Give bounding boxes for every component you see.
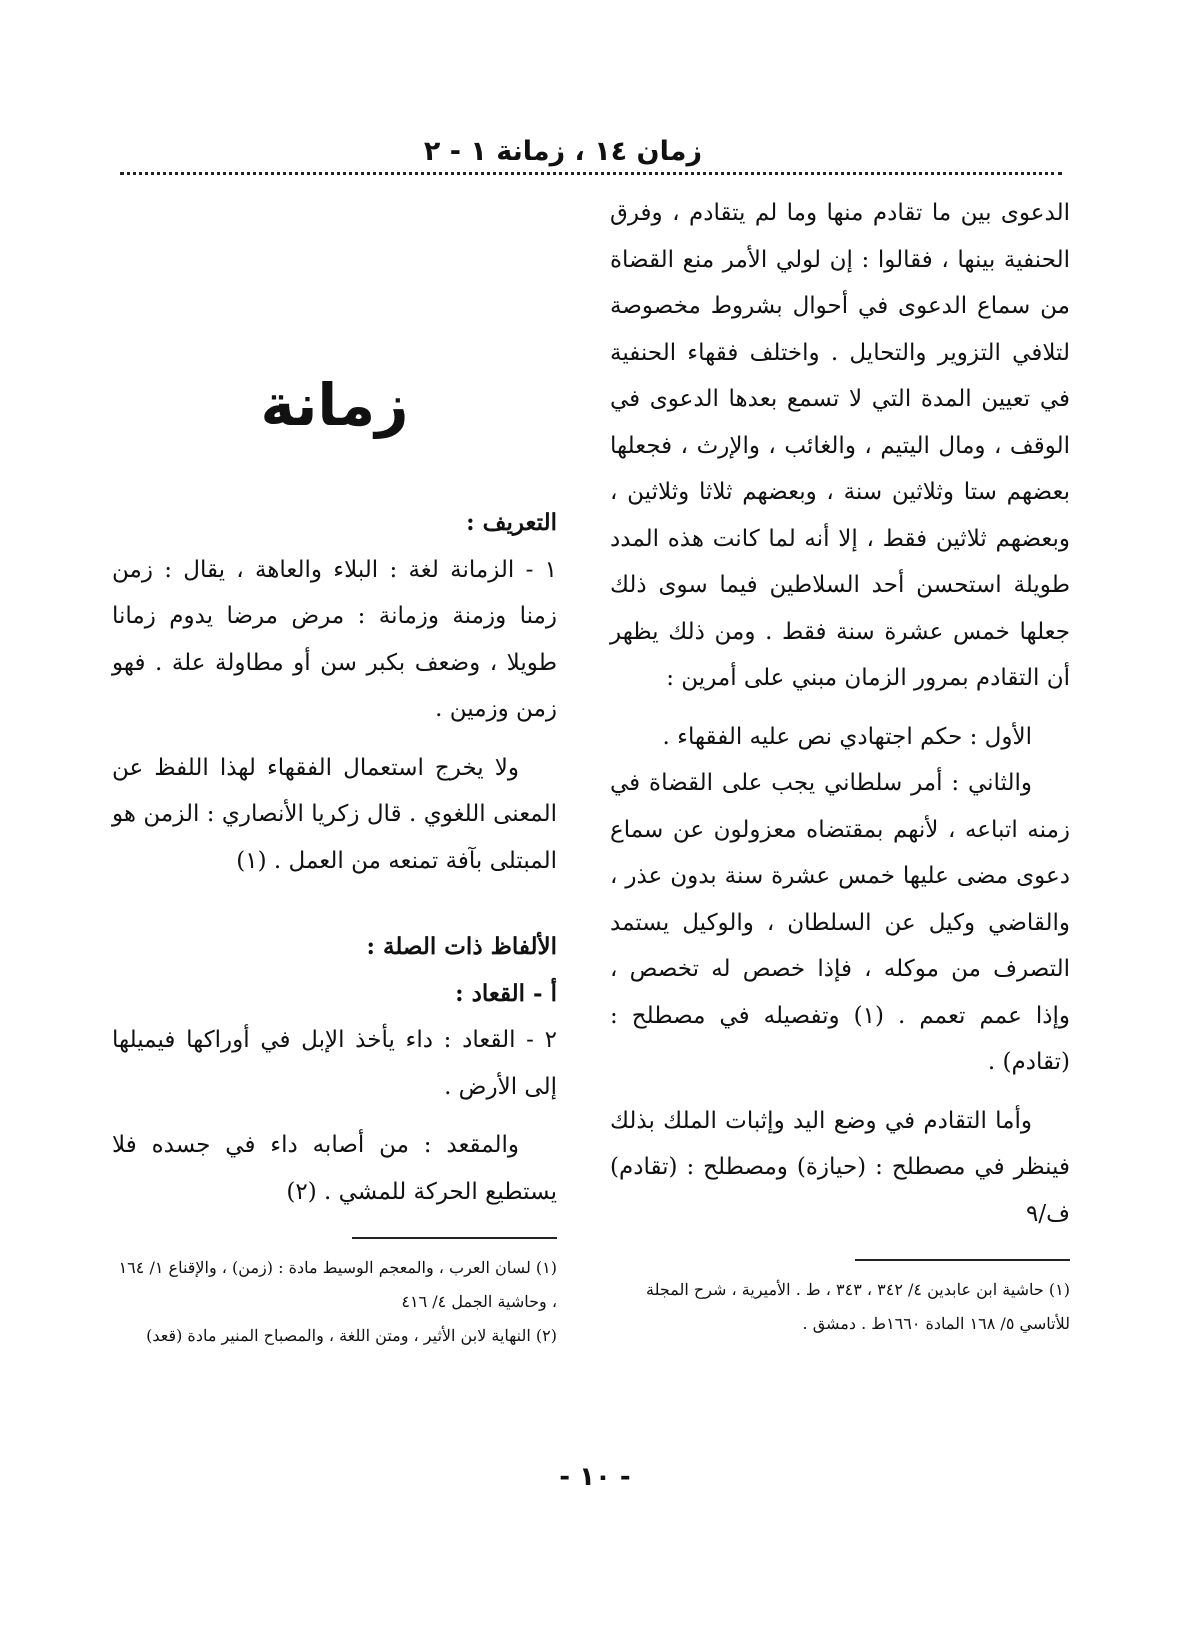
footnote-separator: [855, 1259, 1070, 1261]
first-point-paragraph: الأول : حكم اجتهادي نص عليه الفقهاء .: [662, 723, 1032, 750]
left-column: [112, 190, 557, 1353]
muq3ad-paragraph: والمقعد : من أصابه داء في جسده فلا يستطيع الحركة للمشي . (٢): [112, 1132, 557, 1205]
qu3ad-paragraph: ٢ - القعاد : داء يأخذ الإبل في أوراكها فيميلها إلى الأرض .: [112, 1027, 557, 1100]
continuation-paragraph: الدعوى بين ما تقادم منها وما لم يتقادم ، وفرق الحنفية بينها ، فقالوا : إن لولي الأمر منع القضاة من سماع الدعوى في أحوال بشروط مخصوصة لتلافي التزوير والتحايل . واختلف فقهاء الحنفية في تعيين المدة التي لا تسمع بعدها الدعوى في الوقف ، ومال اليتيم ، والغائب ، والإرث ، فجعلها بعضهم ستا وثلاثين سنة ، وبعضهم ثلاثا وثلاثين ، وبعضهم ثلاثين فقط ، إلا أنه لما كانت هذه المدد طويلة استحسن أحد السلاطين فيما سوى ذلك جعلها خمس عشرة سنة فقط . ومن ذلك يظهر أن التقادم بمرور الزمان مبني على أمرين :: [610, 200, 1070, 691]
possession-paragraph: وأما التقادم في وضع اليد وإثبات الملك بذلك فينظر في مصطلح : (حيازة) ومصطلح : (تقادم) ف/٩: [610, 1107, 1070, 1227]
running-title: زمان ١٤ ، زمانة ١ - ٢: [423, 136, 702, 167]
definition-heading: التعريف :: [466, 509, 557, 536]
entry-title: زمانة: [260, 371, 409, 439]
second-point-paragraph: والثاني : أمر سلطاني يجب على القضاة في زمنه اتباعه ، لأنهم بمقتضاه معزولون عن سماع دعوى مضى عليها خمس عشرة سنة بدون عذر ، والقاضي وكيل عن السلطان ، والوكيل يستمد التصرف من موكله ، فإذا خصص له تخصص ، وإذا عمم تعمم . (١) وتفصيله في مصطلح : (تقادم) .: [610, 770, 1070, 1075]
footnote: (١) حاشية ابن عابدين ٤/ ٣٤٢ ، ٣٤٣ ، ط . الأميرية ، شرح المجلة للأتاسي ٥/ ١٦٨ المادة ١٦٦٠ط . دمشق .: [646, 1280, 1070, 1333]
footnote-separator: [352, 1237, 557, 1239]
page-number: - ١٠ -: [559, 1462, 631, 1492]
related-terms-heading: الألفاظ ذات الصلة :: [366, 933, 557, 960]
footnote: (١) لسان العرب ، والمعجم الوسيط مادة : (زمن) ، والإقناع ١/ ١٦٤ ، وحاشية الجمل ٤/ ٤١٦: [118, 1258, 557, 1311]
definition-paragraph: ١ - الزمانة لغة : البلاء والعاهة ، يقال : زمن زمنا وزمنة وزمانة : مرض مرضا يدوم زمانا طويلا ، وضعف بكبر سن أو مطاولة علة . فهو زمن وزمين .: [112, 556, 557, 722]
usage-paragraph: ولا يخرج استعمال الفقهاء لهذا اللفظ عن المعنى اللغوي . قال زكريا الأنصاري : الزمن هو المبتلى بآفة تمنعه من العمل . (١): [112, 754, 557, 874]
running-header: [120, 132, 1062, 175]
footnote: (٢) النهاية لابن الأثير ، ومتن اللغة ، والمصباح المنير مادة (قعد): [146, 1326, 557, 1345]
subheading-qu3ad: أ - القعاد :: [455, 979, 557, 1007]
right-column: [610, 190, 1070, 1341]
